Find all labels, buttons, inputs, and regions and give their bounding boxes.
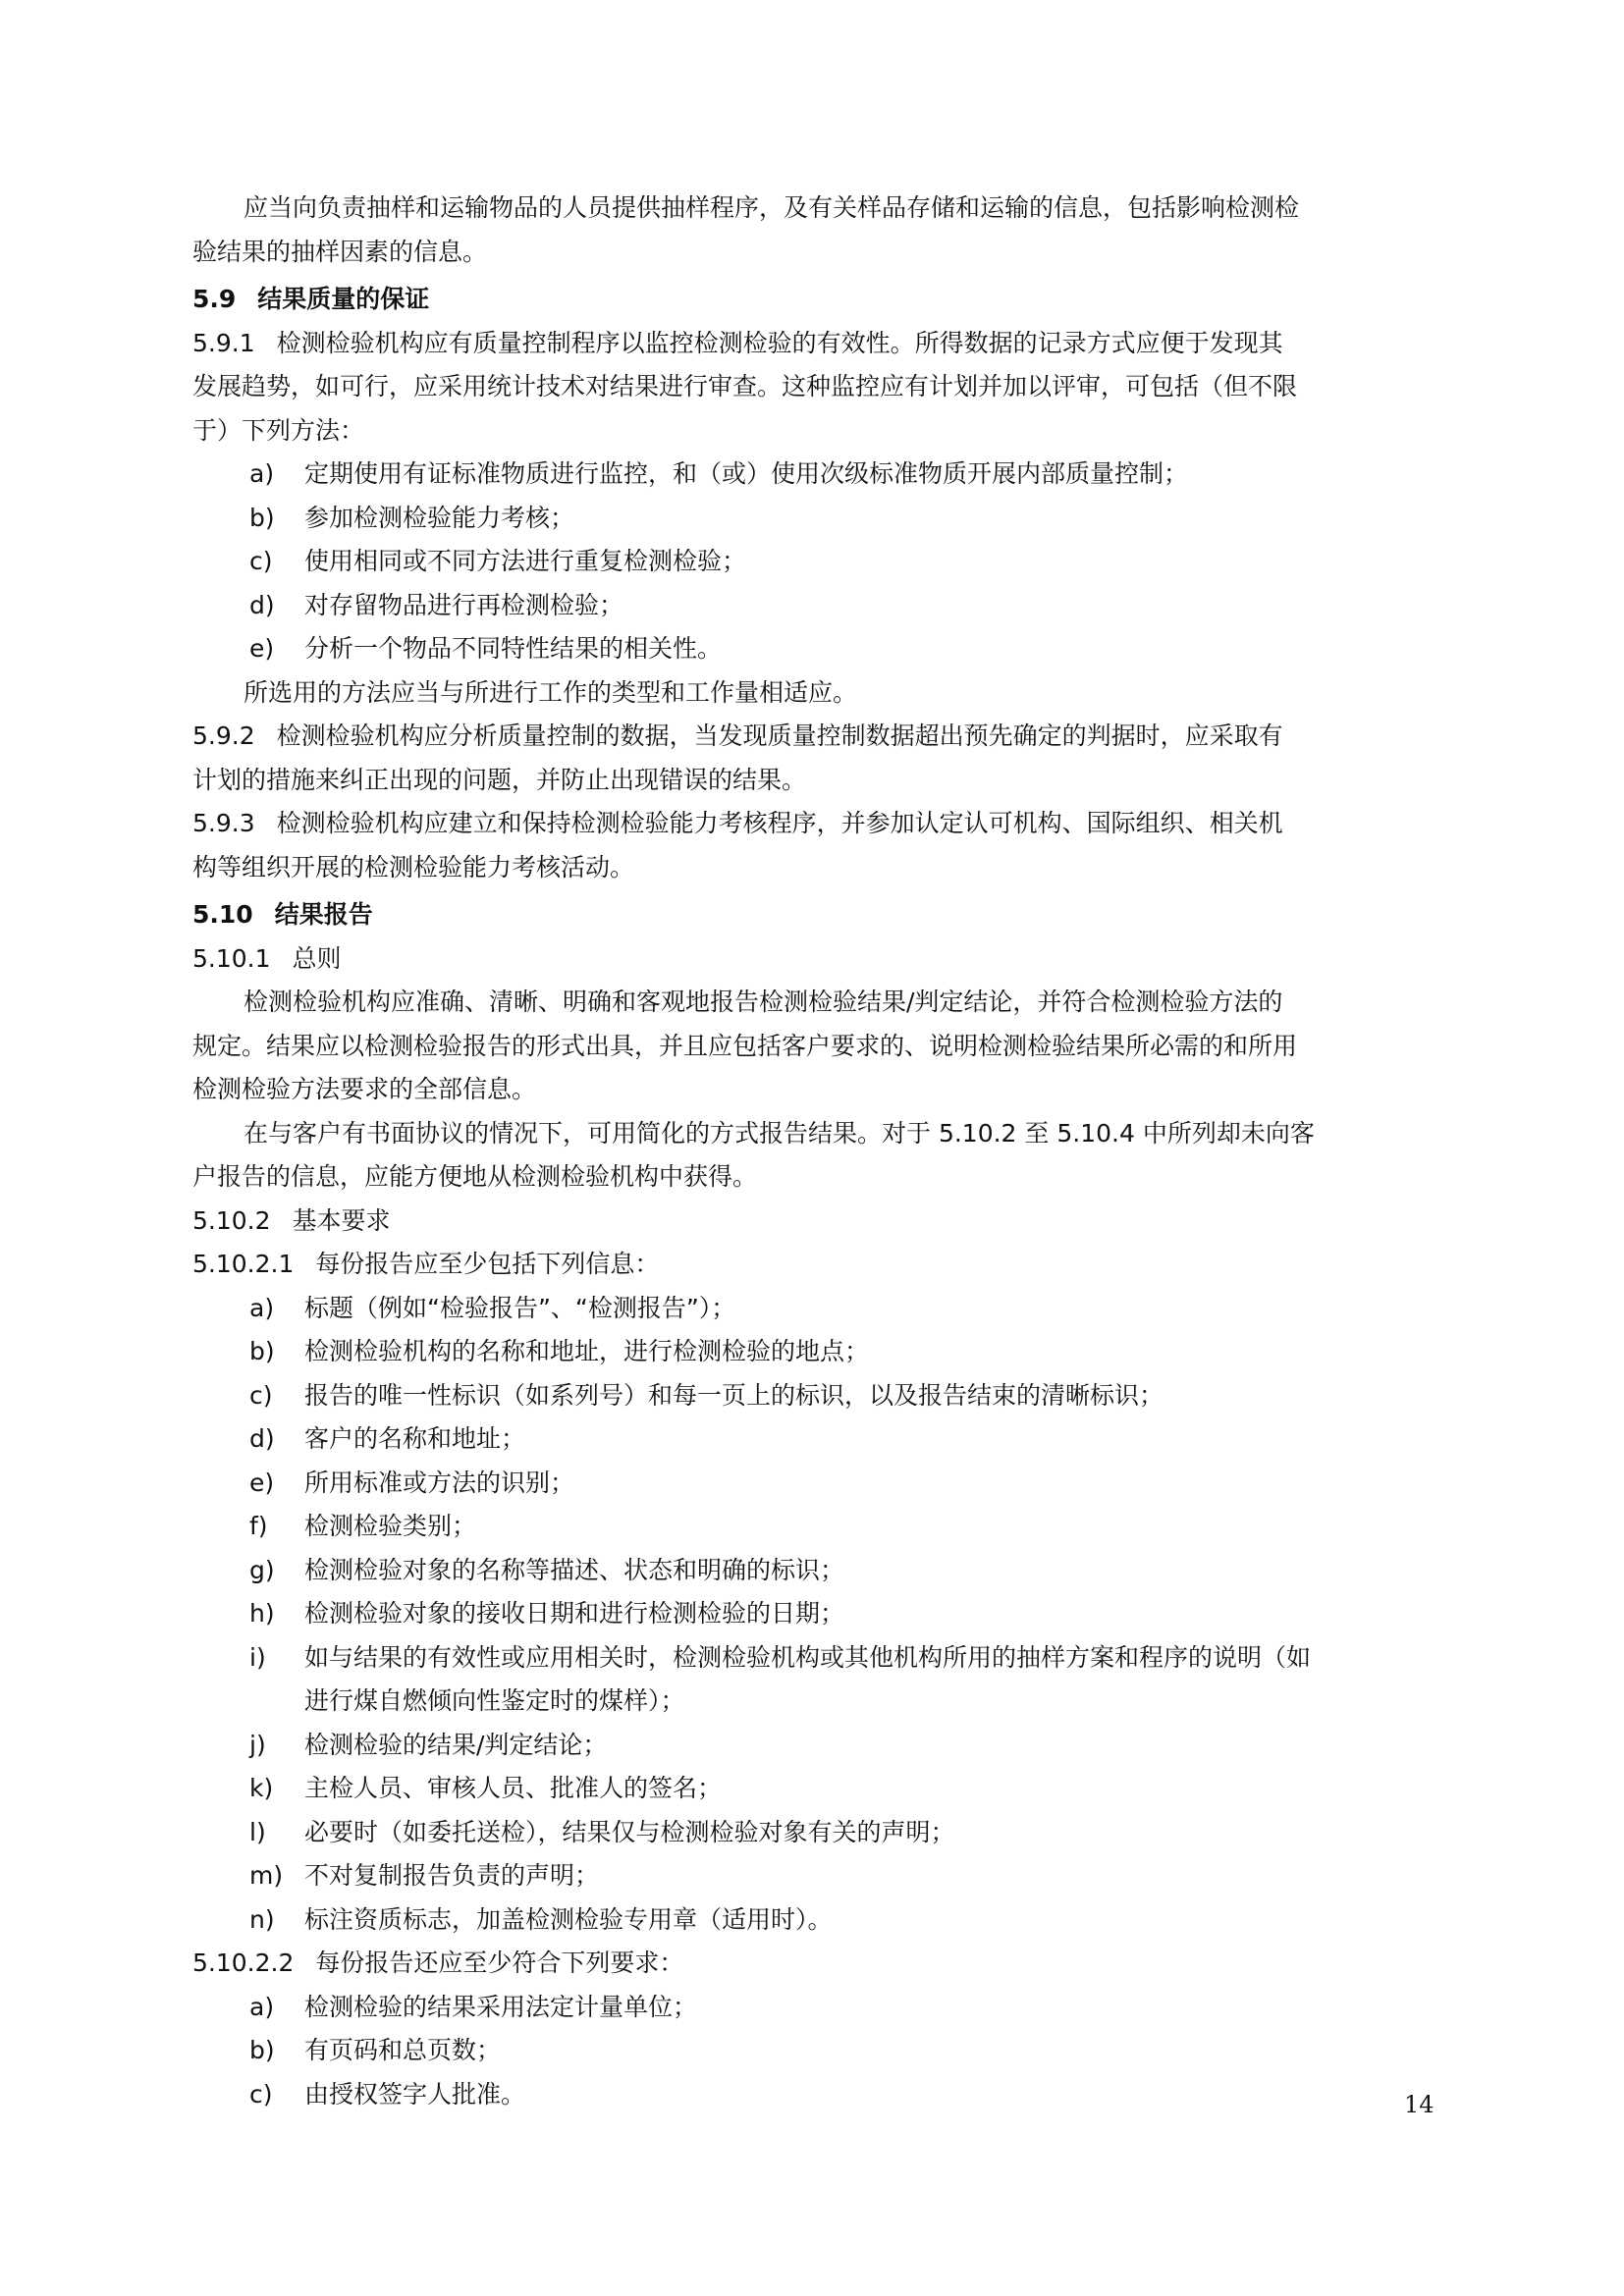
list-item-label: n) [249, 1904, 275, 1934]
list-item-label: h) [249, 1599, 275, 1628]
clause [192, 715, 1479, 759]
list-item-label: d) [249, 590, 275, 619]
list-item-label: e) [249, 1468, 275, 1497]
list-item-text: 参加检测检验能力考核； [304, 503, 575, 532]
list-item-label: b) [249, 503, 275, 532]
list-item-text: 检测检验对象的接收日期和进行检测检验的日期； [304, 1599, 845, 1628]
paragraph-line: 检测检验机构应准确、清晰、明确和客观地报告检测检验结果/判定结论，并符合检测检验方法的 [244, 988, 1283, 1016]
list-item [192, 1898, 1479, 1943]
clause-text: 总则 [292, 943, 342, 973]
list-item-text: 检测检验的结果采用法定计量单位； [304, 1992, 698, 2021]
list-item [192, 1636, 1479, 1681]
clause [192, 802, 1479, 846]
paragraph-continuation: 验结果的抽样因素的信息。 [192, 237, 488, 266]
list-item-label: i) [249, 1642, 266, 1672]
list-item-text: 检测检验的结果/判定结论； [304, 1730, 608, 1759]
list-item [192, 1330, 1479, 1374]
list-item-text: 客户的名称和地址； [304, 1424, 526, 1453]
list-item-text: 定期使用有证标准物质进行监控，和（或）使用次级标准物质开展内部质量控制； [304, 459, 1189, 488]
list-item-text: 所用标准或方法的识别； [304, 1468, 575, 1497]
list-item [192, 1592, 1479, 1636]
list-item [192, 497, 1479, 541]
clause-text: 检测检验机构应有质量控制程序以监控检测检验的有效性。所得数据的记录方式应便于发现其 [276, 328, 1283, 357]
list-item-text: 有页码和总页数； [304, 2036, 502, 2064]
list-item-label: k) [249, 1774, 274, 1802]
paragraph-continuation: 构等组织开展的检测检验能力考核活动。 [192, 852, 635, 881]
list-item-label: f) [249, 1512, 268, 1540]
clause-text: 检测检验机构应建立和保持检测检验能力考核程序，并参加认定认可机构、国际组织、相关机 [276, 809, 1283, 837]
list-item-label: a) [249, 1992, 275, 2021]
clause-number: 5.10.2.1 [192, 1250, 295, 1278]
list-item-text: 主检人员、审核人员、批准人的签名； [304, 1774, 723, 1802]
clause-text: 每份报告应至少包括下列信息： [315, 1250, 660, 1278]
list-item [192, 1986, 1479, 2030]
list-item-continuation: 进行煤自燃倾向性鉴定时的煤样）； [304, 1686, 685, 1715]
paragraph-continuation: 计划的措施来纠正出现的问题，并防止出现错误的结果。 [192, 765, 807, 794]
list-item-text: 检测检验对象的名称等描述、状态和明确的标识； [304, 1555, 845, 1584]
paragraph-line: 在与客户有书面协议的情况下，可用简化的方式报告结果。对于 5.10.2 至 5.10.4 中所列却未向客 [244, 1118, 1315, 1148]
clause-number: 5.10.1 [192, 943, 271, 973]
list-item-text: 如与结果的有效性或应用相关时，检测检验机构或其他机构所用的抽样方案和程序的说明（如 [304, 1642, 1312, 1672]
paragraph-continuation: 于）下列方法： [192, 415, 365, 445]
clause-number: 5.9.2 [192, 721, 255, 750]
list-item [192, 1854, 1479, 1898]
clause [192, 937, 1479, 982]
list-item-text: 不对复制报告负责的声明； [304, 1861, 600, 1890]
list-item-label: a) [249, 459, 275, 488]
list-item [192, 1287, 1479, 1331]
list-item-label: b) [249, 1337, 275, 1365]
list-item-text: 分析一个物品不同特性结果的相关性。 [304, 634, 723, 663]
list-item-text: 报告的唯一性标识（如系列号）和每一页上的标识，以及报告结束的清晰标识； [304, 1380, 1164, 1410]
clause-text: 基本要求 [292, 1205, 391, 1235]
clause [192, 1200, 1479, 1244]
list-item [192, 1724, 1479, 1768]
clause [192, 1942, 1479, 1986]
section-heading [192, 278, 1479, 322]
list-item [192, 1374, 1479, 1418]
list-item-label: c) [249, 2079, 273, 2109]
list-item-text: 使用相同或不同方法进行重复检测检验； [304, 547, 747, 575]
clause-text: 检测检验机构应分析质量控制的数据，当发现质量控制数据超出预先确定的判据时，应采取有 [276, 721, 1283, 750]
list-item [192, 2029, 1479, 2073]
list-item [192, 584, 1479, 628]
list-item [192, 1767, 1479, 1811]
paragraph-continuation: 规定。结果应以检测检验报告的形式出具，并且应包括客户要求的、说明检测检验结果所必需的和所用 [192, 1031, 1298, 1060]
document-page [192, 187, 1479, 2116]
list-item [192, 1417, 1479, 1462]
list-item [192, 1462, 1479, 1506]
list-item-text: 必要时（如委托送检），结果仅与检测检验对象有关的声明； [304, 1817, 955, 1846]
list-item-label: e) [249, 634, 275, 663]
clause-number: 5.9 [192, 285, 237, 313]
list-item-label: g) [249, 1555, 275, 1584]
paragraph-continuation: 检测检验方法要求的全部信息。 [192, 1075, 537, 1103]
clause-number: 5.10.2 [192, 1205, 271, 1235]
list-item-label: j) [249, 1730, 266, 1759]
clause [192, 1243, 1479, 1287]
list-item [192, 1505, 1479, 1549]
clause [192, 322, 1479, 366]
list-item-label: b) [249, 2036, 275, 2064]
list-item-text: 标注资质标志，加盖检测检验专用章（适用时）。 [304, 1904, 833, 1934]
list-item-text: 标题（例如“检验报告”、“检测报告”）； [304, 1293, 736, 1322]
section-heading [192, 893, 1479, 937]
list-item-label: d) [249, 1424, 275, 1453]
paragraph-line: 所选用的方法应当与所进行工作的类型和工作量相适应。 [244, 677, 858, 707]
list-item-label: l) [249, 1817, 266, 1846]
paragraph-continuation: 户报告的信息，应能方便地从检测检验机构中获得。 [192, 1162, 758, 1191]
page-number: 14 [1404, 2091, 1435, 2118]
list-item-label: a) [249, 1293, 275, 1322]
list-item [192, 1811, 1479, 1855]
list-item [192, 540, 1479, 584]
list-item-text: 检测检验机构的名称和地址，进行检测检验的地点； [304, 1337, 870, 1365]
clause-number: 5.9.1 [192, 328, 255, 357]
list-item-text: 检测检验类别； [304, 1512, 477, 1540]
paragraph-continuation: 发展趋势，如可行，应采用统计技术对结果进行审查。这种监控应有计划并加以评审，可包括（但不限 [192, 372, 1298, 400]
list-item [192, 2073, 1479, 2117]
clause-number: 5.9.3 [192, 809, 255, 837]
clause-number: 5.10 [192, 900, 253, 929]
list-item-text: 由授权签字人批准。 [304, 2079, 526, 2109]
list-item [192, 627, 1479, 671]
clause-text: 每份报告还应至少符合下列要求： [315, 1949, 684, 1977]
clause-number: 5.10.2.2 [192, 1949, 295, 1977]
paragraph-line: 应当向负责抽样和运输物品的人员提供抽样程序，及有关样品存储和运输的信息，包括影响检测检 [244, 193, 1300, 222]
list-item [192, 1549, 1479, 1593]
list-item-label: m) [249, 1861, 284, 1890]
list-item-label: c) [249, 547, 273, 575]
list-item-label: c) [249, 1380, 273, 1410]
clause-text: 结果报告 [274, 900, 373, 929]
clause-text: 结果质量的保证 [257, 285, 430, 313]
list-item [192, 453, 1479, 497]
list-item-text: 对存留物品进行再检测检验； [304, 590, 624, 619]
